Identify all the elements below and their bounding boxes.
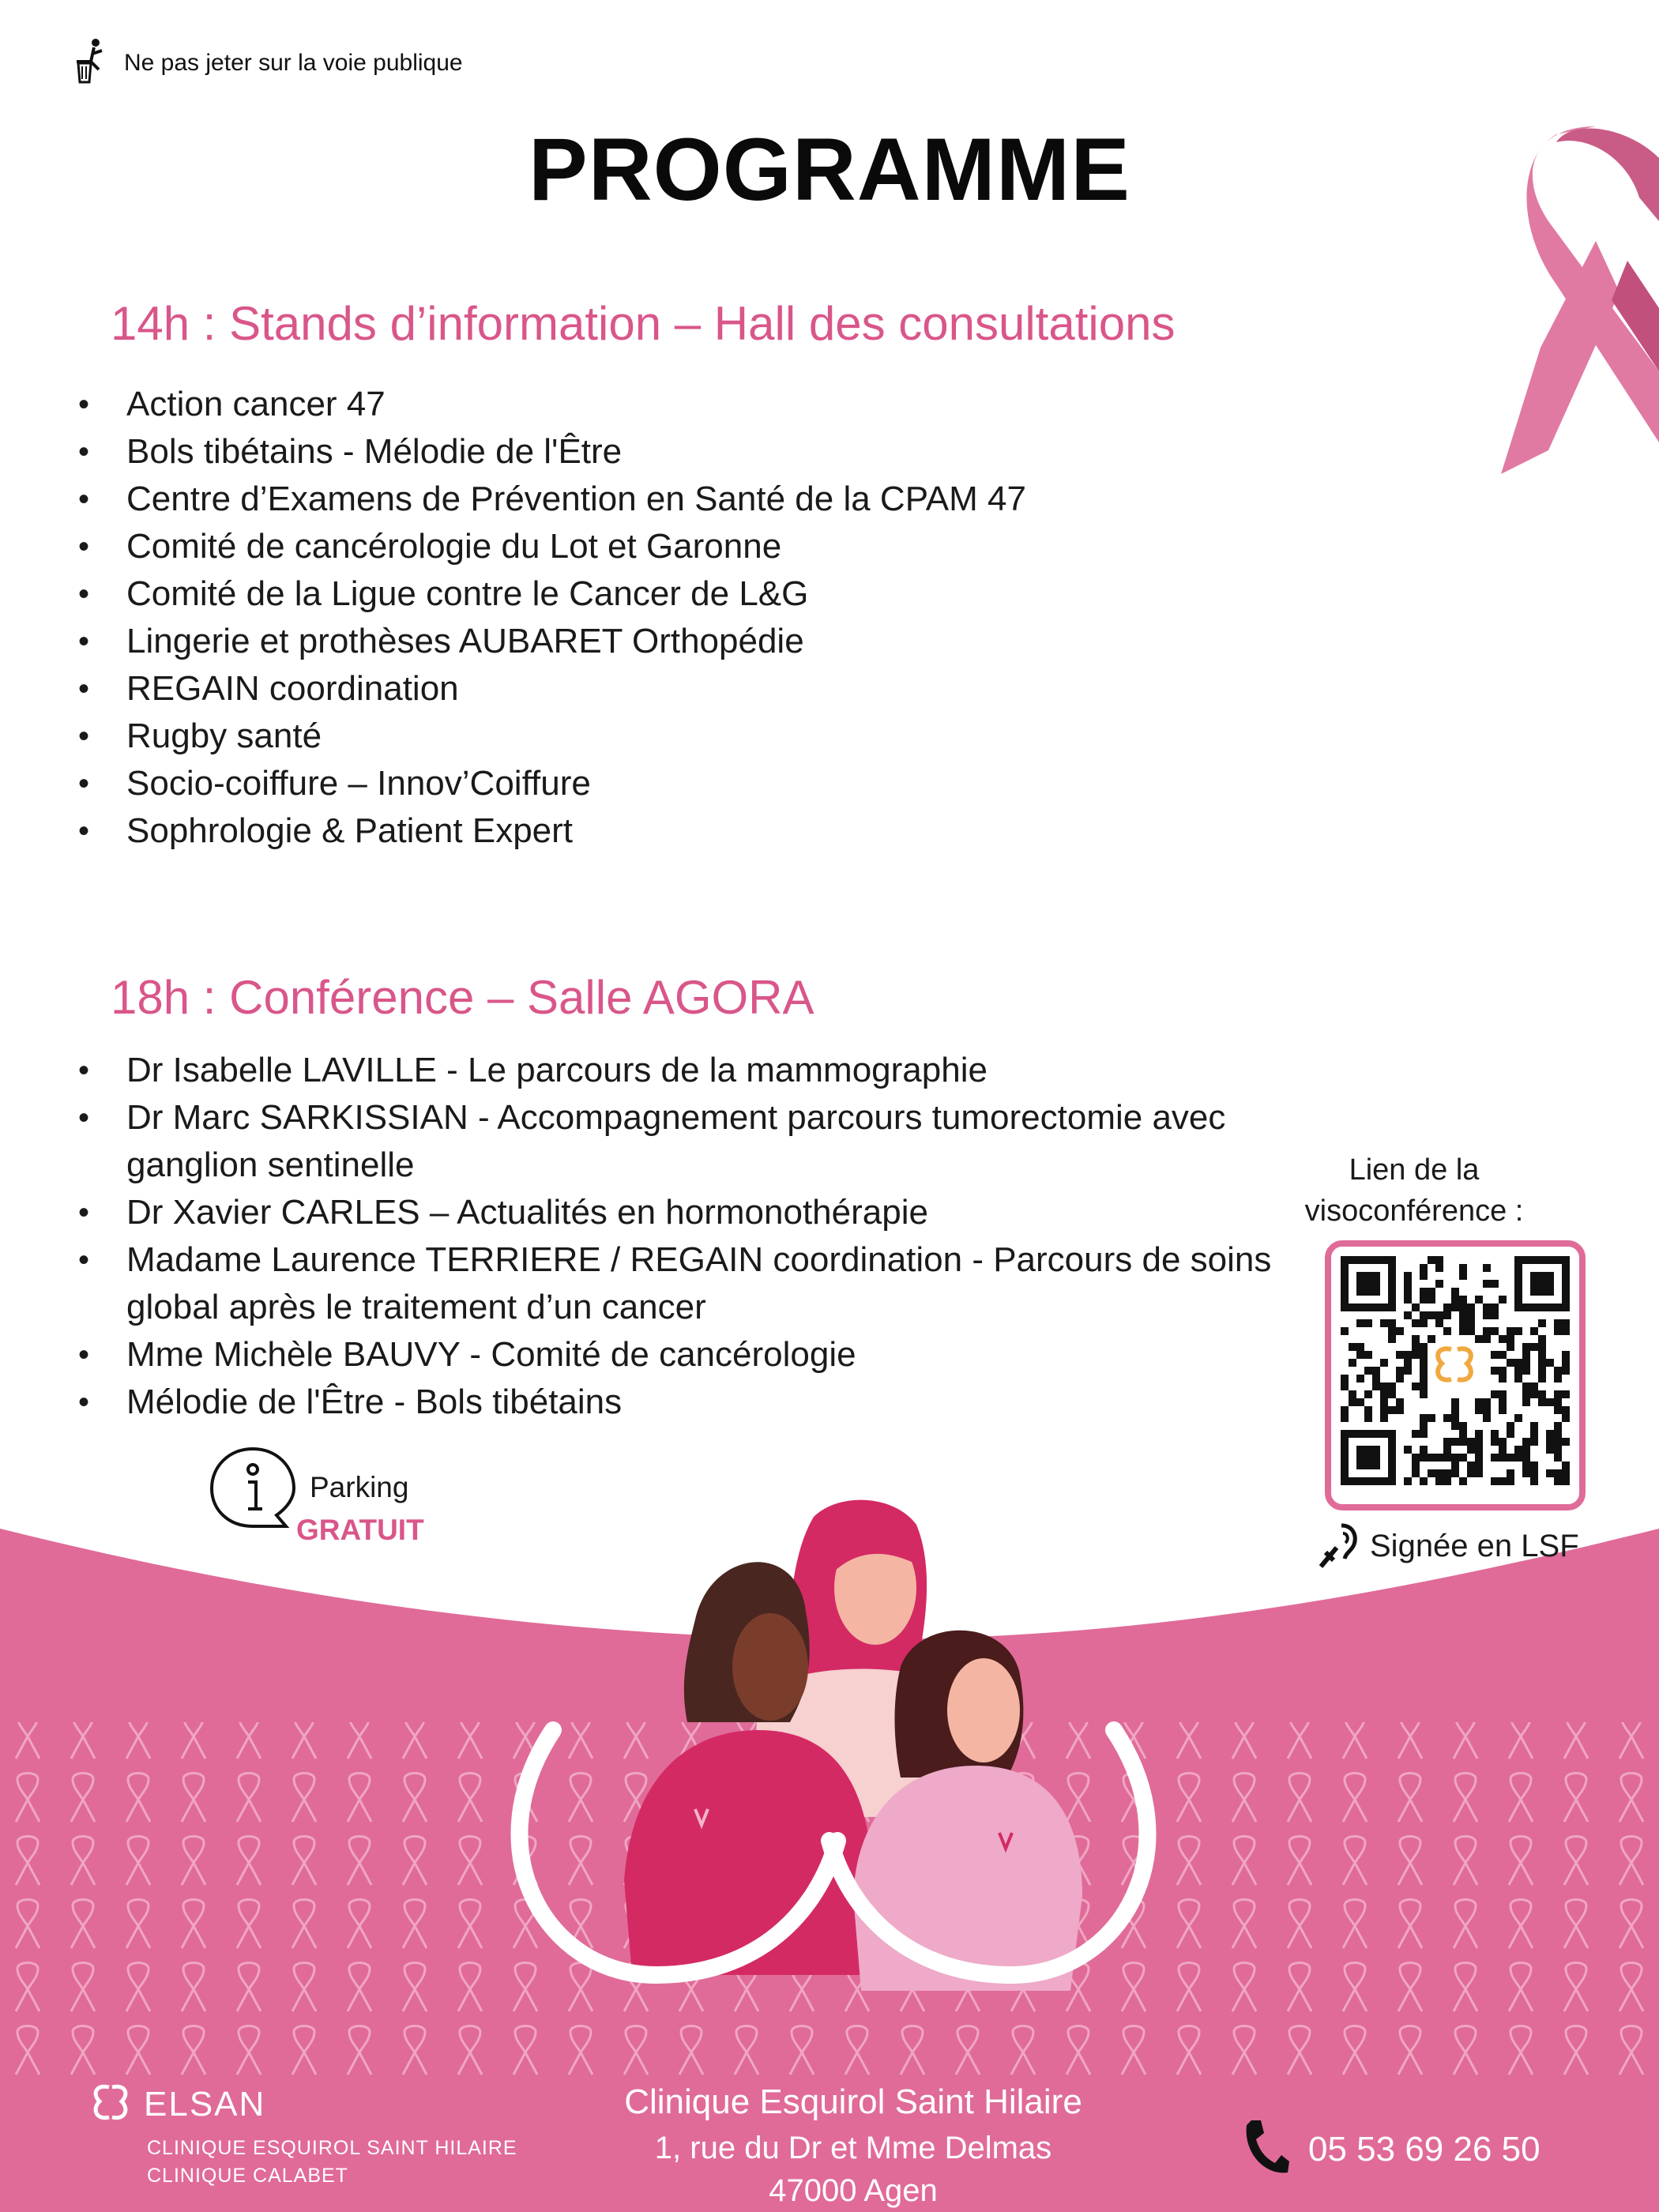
elsan-logo-icon <box>88 2082 133 2126</box>
notice-text: Ne pas jeter sur la voie publique <box>124 49 463 76</box>
qr-caption <box>1296 1149 1533 1232</box>
elsan-name: ELSAN <box>144 2084 266 2124</box>
phone-number[interactable]: 05 53 69 26 50 <box>1308 2129 1540 2169</box>
info-bubble-icon <box>207 1444 302 1531</box>
list-item: • Sophrologie & Patient Expert <box>75 807 1307 855</box>
conference-list <box>75 1047 1307 1426</box>
clinic-name-1: CLINIQUE ESQUIROL SAINT HILAIRE <box>147 2137 517 2159</box>
qr-code-frame[interactable] <box>1325 1240 1586 1510</box>
list-item: • Dr Xavier CARLES – Actualités en hormonothérapie <box>75 1189 1307 1236</box>
parking-label: Parking <box>310 1471 409 1503</box>
sign-language-icon <box>1318 1521 1360 1572</box>
list-item: • Centre d’Examens de Prévention en Santé de la CPAM 47 <box>75 476 1307 523</box>
list-item: • Madame Laurence TERRIERE / REGAIN coordination - Parcours de soins global après le traitement d’un cancer <box>75 1236 1307 1331</box>
list-item: • Bols tibétains - Mélodie de l'Être <box>75 428 1307 476</box>
sign-language-badge <box>1318 1521 1579 1572</box>
qr-caption-line2: visoconférence : <box>1304 1194 1524 1228</box>
list-item: • Lingerie et prothèses AUBARET Orthopédie <box>75 618 1307 665</box>
address-block <box>553 2078 1153 2212</box>
list-item: • Socio-coiffure – Innov’Coiffure <box>75 760 1307 807</box>
lsf-label: Signée en LSF <box>1370 1529 1579 1563</box>
page-title: PROGRAMME <box>529 120 1130 219</box>
address-name: Clinique Esquirol Saint Hilaire <box>624 2082 1082 2121</box>
list-item: • Mme Michèle BAUVY - Comité de cancérologie <box>75 1331 1307 1379</box>
trash-icon <box>75 38 107 88</box>
list-item: • REGAIN coordination <box>75 665 1307 713</box>
list-item: • Dr Isabelle LAVILLE - Le parcours de la mammographie <box>75 1047 1307 1094</box>
disposal-notice <box>75 38 463 88</box>
list-item: • Comité de la Ligue contre le Cancer de L&G <box>75 570 1307 618</box>
list-item: • Dr Marc SARKISSIAN - Accompagnement parcours tumorectomie avec ganglion sentinelle <box>75 1094 1307 1189</box>
address-line1: 1, rue du Dr et Mme Delmas <box>654 2131 1052 2165</box>
parking-free-label: GRATUIT <box>296 1514 424 1546</box>
clinic-name-2: CLINIQUE CALABET <box>147 2165 348 2187</box>
qr-caption-line1: Lien de la <box>1349 1153 1480 1187</box>
address-line2: 47000 Agen <box>769 2173 938 2208</box>
elsan-brand <box>88 2082 265 2126</box>
list-item: • Comité de cancérologie du Lot et Garonne <box>75 523 1307 570</box>
stands-list <box>75 381 1307 855</box>
list-item: • Rugby santé <box>75 713 1307 760</box>
qr-code[interactable] <box>1331 1247 1579 1504</box>
list-item: • Mélodie de l'Être - Bols tibétains <box>75 1379 1307 1426</box>
phone-icon <box>1240 2117 1291 2181</box>
list-item: • Action cancer 47 <box>75 381 1307 428</box>
section-conference-title: 18h : Conférence – Salle AGORA <box>111 971 814 1024</box>
section-stands-title: 14h : Stands d’information – Hall des consultations <box>111 297 1176 350</box>
phone-contact[interactable] <box>1240 2117 1540 2181</box>
